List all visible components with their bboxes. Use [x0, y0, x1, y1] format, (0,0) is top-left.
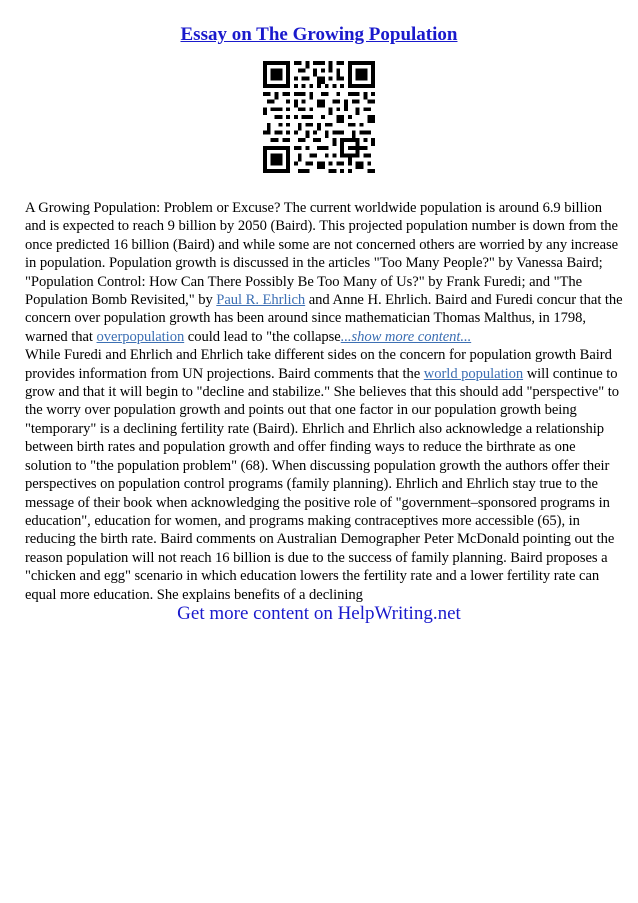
- p2-text-a: While Furedi and Ehrlich and Ehrlich take different sides on the concern for population growth Baird provides information from UN projections. Baird comments that the: [25, 347, 612, 382]
- show-more-link[interactable]: ...show more content...: [340, 328, 472, 345]
- p1-text-c: could lead to "the collapse: [184, 328, 341, 345]
- title-link[interactable]: Essay on The Growing Population: [180, 24, 458, 45]
- paragraph-1: [25, 199, 625, 346]
- link-paul-ehrlich[interactable]: Paul R. Ehrlich: [216, 292, 306, 309]
- footer-link[interactable]: Get more content on HelpWriting.net: [177, 603, 461, 624]
- paragraph-2: [25, 346, 625, 604]
- link-overpopulation[interactable]: overpopulation: [96, 328, 185, 345]
- qr-code-icon: [263, 61, 375, 173]
- p1-text-b: and Anne H. Ehrlich. Baird and Furedi concur that the concern over population growth has been around since mathematician Thomas Malthus, in 1798, warned that: [25, 292, 623, 345]
- p1-text-a: A Growing Population: Problem or Excuse? The current worldwide population is around 6.9 billion and is expected to reach 9 billion by 2050 (Baird). This projected population number is down from the once predicted 16 billion (Baird) and while some are not concerned others are worried by any increase in population. Population growth is discussed in the articles "Too Many People?" by Vanessa Baird; "Population Control: How Can There Possibly Be Too Many of Us?" by Frank Furedi; and "The Population Bomb Revisited," by: [25, 200, 619, 309]
- link-world-population[interactable]: world population: [423, 365, 524, 382]
- p2-text-b: will continue to grow and that it will begin to "decline and stabilize." She believes that this should add "perspective" to the worry over population growth and points out that one factor in our population growth being "temporary" is a declining fertility rate (Baird). Ehrlich and Ehrlich also acknowledge a relationship between birth rates and population growth and offer finding ways to reduce the birthrate as one solution to "the population problem" (68). When discussing population growth the authors offer their perspectives on population control programs (family planning). Ehrlich and Ehrlich stay true to the message of their book when acknowledging the positive role of "government–sponsored programs in education", education for women, and programs making contraceptives more accessible (65), in reducing the birth rate. Baird comments on Australian Demographer Peter McDonald pointing out the reason population will not reach 16 billion is due to the success of family planning. Baird proposes a "chicken and egg" scenario in which education lowers the fertility rate and a lower fertility rate can equal more education. She explains benefits of a declining: [25, 365, 620, 603]
- page-title[interactable]: [0, 24, 638, 46]
- essay-body: [25, 199, 625, 604]
